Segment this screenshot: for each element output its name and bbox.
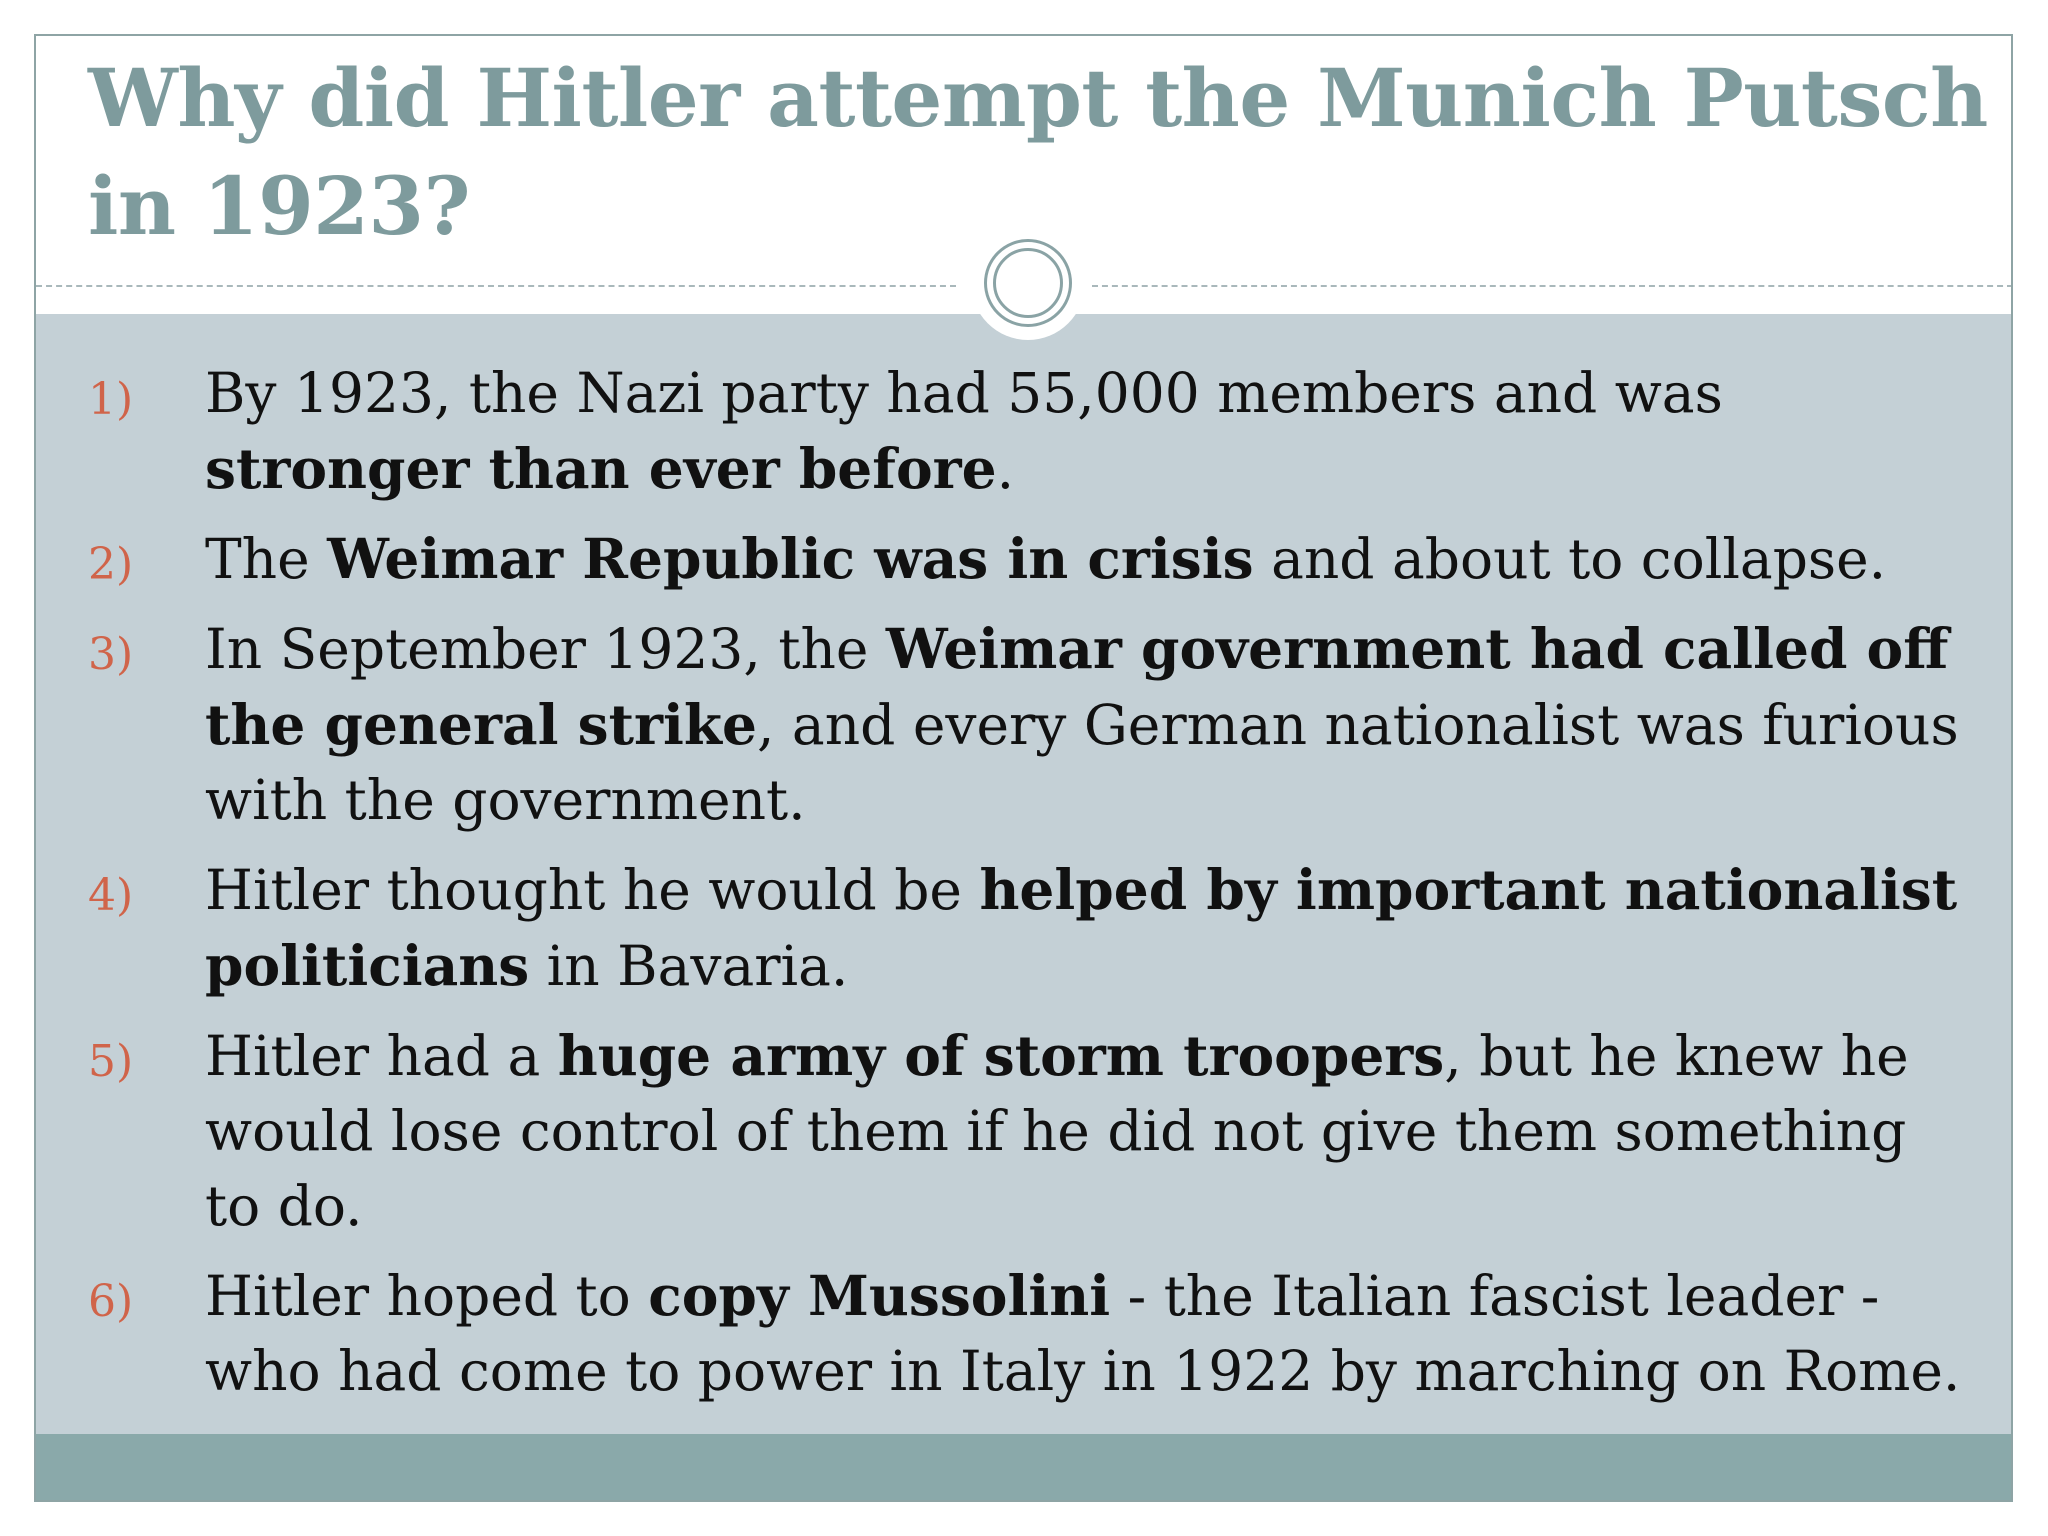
item-text: Hitler had a [205,1024,558,1088]
list-item [36,1018,2011,1244]
list-item [36,852,2011,1004]
circle-ring-outer [984,239,1072,327]
circle-ring-inner [993,248,1063,318]
item-text: Hitler hoped to [205,1264,649,1328]
item-emphasis: helped by important nationalist politicians [205,857,1958,998]
slide-title: Why did Hitler attempt the Munich Putsch in 1923? [88,51,1988,253]
item-text: - the Italian fascist leader - who had come to power in Italy in 1922 by marching on Rome. [205,1264,1961,1403]
item-text: , but he knew he would lose control of them if he did not give them something to do. [205,1024,1909,1238]
item-text: In September 1923, the [205,617,886,681]
slide [34,34,2013,1502]
divider-left [36,285,956,287]
list-item [36,611,2011,838]
circle-ornament-icon [971,226,1085,340]
reasons-list [36,356,2011,1423]
item-text: The [205,527,328,591]
item-emphasis: stronger than ever before [205,436,997,501]
item-number: 5) [88,1036,134,1087]
item-text: , and every German nationalist was furious with the government. [205,693,1959,832]
list-item [36,356,2011,507]
item-number: 4) [88,870,134,921]
divider-right [1092,285,2013,287]
item-number: 2) [88,539,134,590]
item-text: Hitler thought he would be [205,858,980,922]
item-text: in Bavaria. [529,934,849,998]
item-text: . [996,437,1015,501]
item-emphasis: Weimar government had called off the general strike [205,616,1949,757]
item-text: By 1923, the Nazi party had 55,000 members and was [205,361,1723,425]
item-emphasis: huge army of storm troopers [557,1023,1445,1088]
item-number: 6) [88,1276,134,1327]
item-number: 3) [88,629,134,680]
list-item [36,521,2011,597]
item-emphasis: copy Mussolini [648,1263,1111,1328]
list-item [36,1258,2011,1409]
item-emphasis: Weimar Republic was in crisis [327,526,1254,591]
item-text: and about to collapse. [1253,527,1887,591]
item-number: 1) [88,374,134,425]
footer-bar [36,1434,2011,1502]
